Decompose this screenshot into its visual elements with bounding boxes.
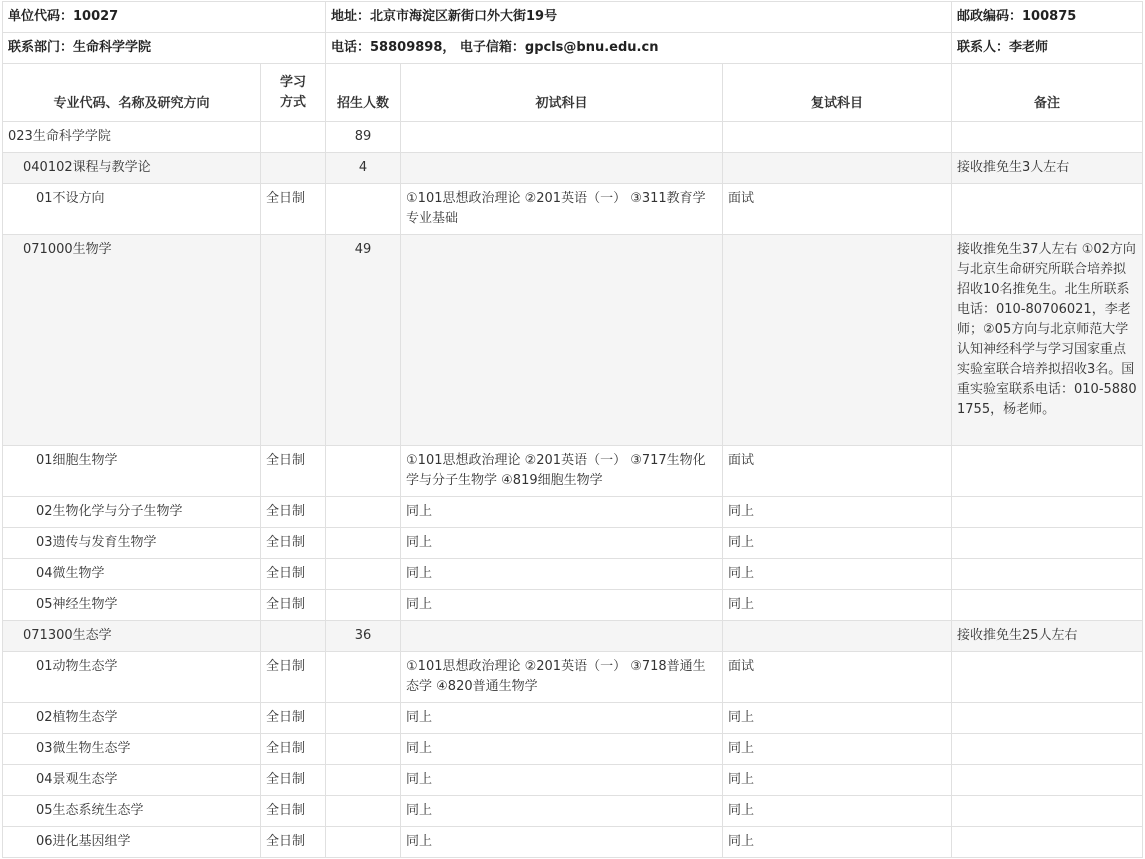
info-row-1 [3,2,1143,33]
retest-cell [723,153,952,184]
major-cell: 071300生态学 [3,621,261,652]
count-cell [326,703,401,734]
table-row [3,497,1143,528]
table-row [3,184,1143,235]
prelim-cell [401,153,723,184]
address: 地址：北京市海淀区新街口外大街19号 [326,2,952,33]
count-cell [326,497,401,528]
retest-cell: 同上 [723,703,952,734]
major-cell: 071000生物学 [3,235,261,446]
count-cell [326,184,401,235]
mode-cell: 全日制 [261,734,326,765]
remark-cell: 接收推免生3人左右 [952,153,1143,184]
prelim-cell [401,621,723,652]
major-cell: 02生物化学与分子生物学 [3,497,261,528]
major-cell: 01细胞生物学 [3,446,261,497]
phone-email: 电话：58809898， 电子信箱：gpcls@bnu.edu.cn [326,33,952,64]
count-cell: 4 [326,153,401,184]
count-cell: 49 [326,235,401,446]
remark-cell: 接收推免生37人左右 ①02方向与北京生命研究所联合培养拟招收10名推免生。北生所联系电话：010-80706021，李老师；②05方向与北京师范大学认知神经科学与学习国家重点实验室联合培养拟招收3名。国重实验室联系电话：010-58801755，杨老师。 [952,235,1143,446]
retest-cell: 同上 [723,497,952,528]
count-cell [326,734,401,765]
count-cell: 89 [326,122,401,153]
retest-cell [723,235,952,446]
header-major: 专业代码、名称及研究方向 [3,64,261,122]
header-remarks: 备注 [952,64,1143,122]
mode-cell [261,235,326,446]
prelim-cell: 同上 [401,703,723,734]
retest-cell: 同上 [723,590,952,621]
table-row [3,235,1143,446]
remark-cell [952,703,1143,734]
prelim-cell [401,122,723,153]
prelim-cell: 同上 [401,827,723,858]
prelim-cell: ①101思想政治理论 ②201英语（一） ③311教育学专业基础 [401,184,723,235]
prelim-cell [401,235,723,446]
major-cell: 03遗传与发育生物学 [3,528,261,559]
retest-cell: 同上 [723,765,952,796]
count-cell [326,827,401,858]
table-row [3,703,1143,734]
remark-cell [952,528,1143,559]
table-row [3,734,1143,765]
mode-cell: 全日制 [261,184,326,235]
table-row [3,796,1143,827]
major-cell: 04景观生态学 [3,765,261,796]
mode-cell [261,153,326,184]
major-cell: 05生态系统生态学 [3,796,261,827]
prelim-cell: 同上 [401,590,723,621]
prelim-cell: 同上 [401,497,723,528]
count-cell: 36 [326,621,401,652]
count-cell [326,796,401,827]
prelim-cell: 同上 [401,734,723,765]
retest-cell [723,122,952,153]
mode-cell: 全日制 [261,590,326,621]
count-cell [326,446,401,497]
count-cell [326,559,401,590]
major-cell: 01不设方向 [3,184,261,235]
mode-cell: 全日制 [261,497,326,528]
prelim-cell: 同上 [401,796,723,827]
remark-cell [952,446,1143,497]
table-row [3,590,1143,621]
mode-cell: 全日制 [261,559,326,590]
prelim-cell: 同上 [401,559,723,590]
major-cell: 02植物生态学 [3,703,261,734]
unit-code: 单位代码：10027 [3,2,326,33]
table-row [3,559,1143,590]
table-row [3,153,1143,184]
remark-cell [952,827,1143,858]
header-enrollment: 招生人数 [326,64,401,122]
remark-cell: 接收推免生25人左右 [952,621,1143,652]
remark-cell [952,796,1143,827]
retest-cell: 面试 [723,652,952,703]
major-cell: 03微生物生态学 [3,734,261,765]
remark-cell [952,559,1143,590]
mode-cell: 全日制 [261,703,326,734]
retest-cell [723,621,952,652]
table-row [3,621,1143,652]
postcode: 邮政编码：100875 [952,2,1143,33]
count-cell [326,652,401,703]
info-row-2 [3,33,1143,64]
major-cell: 040102课程与教学论 [3,153,261,184]
admissions-table-container [2,1,1142,858]
remark-cell [952,734,1143,765]
major-cell: 023生命科学学院 [3,122,261,153]
retest-cell: 面试 [723,446,952,497]
remark-cell [952,590,1143,621]
department: 联系部门：生命科学学院 [3,33,326,64]
mode-cell [261,122,326,153]
count-cell [326,590,401,621]
retest-cell: 同上 [723,559,952,590]
major-cell: 05神经生物学 [3,590,261,621]
prelim-cell: 同上 [401,528,723,559]
remark-cell [952,184,1143,235]
retest-cell: 同上 [723,734,952,765]
table-row [3,827,1143,858]
retest-cell: 同上 [723,796,952,827]
prelim-cell: ①101思想政治理论 ②201英语（一） ③717生物化学与分子生物学 ④819细胞生物学 [401,446,723,497]
major-cell: 04微生物学 [3,559,261,590]
table-row [3,446,1143,497]
remark-cell [952,765,1143,796]
admissions-table [2,1,1143,858]
prelim-cell: 同上 [401,765,723,796]
table-row [3,122,1143,153]
table-row [3,652,1143,703]
major-cell: 01动物生态学 [3,652,261,703]
mode-cell: 全日制 [261,827,326,858]
header-prelim: 初试科目 [401,64,723,122]
remark-cell [952,497,1143,528]
retest-cell: 同上 [723,528,952,559]
major-cell: 06进化基因组学 [3,827,261,858]
mode-cell: 全日制 [261,446,326,497]
retest-cell: 同上 [723,827,952,858]
header-row [3,64,1143,122]
table-row [3,528,1143,559]
count-cell [326,765,401,796]
contact: 联系人：李老师 [952,33,1143,64]
mode-cell [261,621,326,652]
prelim-cell: ①101思想政治理论 ②201英语（一） ③718普通生态学 ④820普通生物学 [401,652,723,703]
mode-cell: 全日制 [261,765,326,796]
mode-cell: 全日制 [261,528,326,559]
header-study-mode: 学习方式 [261,64,326,122]
count-cell [326,528,401,559]
retest-cell: 面试 [723,184,952,235]
remark-cell [952,122,1143,153]
header-retest: 复试科目 [723,64,952,122]
mode-cell: 全日制 [261,796,326,827]
remark-cell [952,652,1143,703]
table-row [3,765,1143,796]
mode-cell: 全日制 [261,652,326,703]
